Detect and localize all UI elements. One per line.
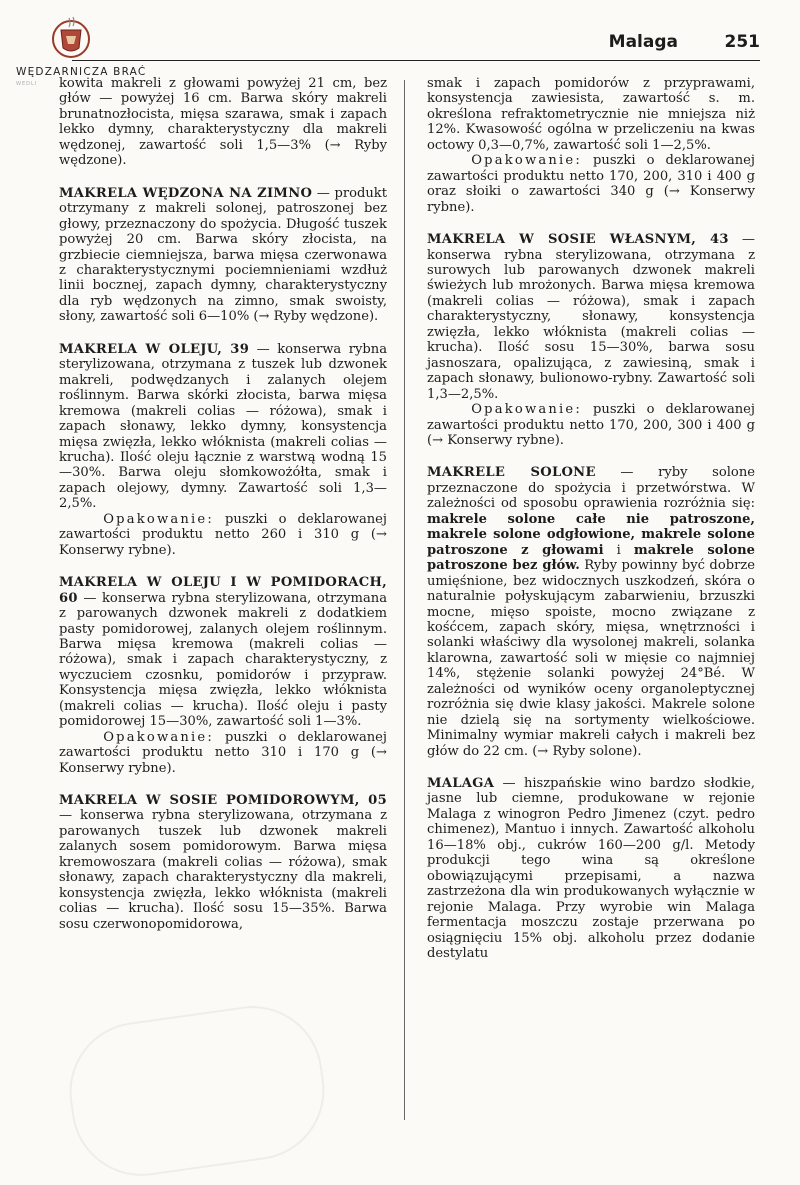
entry-body: — konserwa rybna sterylizowana, otrzymana z surowych lub parowanych dzwonek makreli świeżych lub mrożonych. Barwa mięsa kremowa (makreli colias — różowa), smak i zapach charakterystyczny, słonawy, konsystencja zwięzła, lekko włóknista (makreli colias — krucha). Ilość sosu 15—30%, barwa sosu jasnoszara, opalizująca, z zawiesiną, smak i zapach słonawy, bulionowo-rybny. Zawartość soli 1,3—2,5%. [427,232,755,402]
column-divider [404,80,405,1120]
entry-makrela-w-sosie-pomidorowym [59,793,387,932]
entry-makrela-w-sosie-wlasnym [427,232,755,448]
entry-heading: MAKRELA W OLEJU I W POMIDORACH, 60 [59,575,387,606]
packaging-text: puszki o deklarowanej zawartości produktu netto 260 i 310 g (→ Konserwy rybne). [59,511,387,558]
brand-name: WĘDZARNICZA BRAĆ [16,66,147,78]
entry-body: — produkt otrzymany z makreli solonej, patroszonej bez głowy, przeznaczony do spożycia. Długość tuszek powyżej 20 cm. Barwa skóry złocista, na grzbiecie ciemniejsza, barwa mięsa czerwonawa z charakterystycznymi pociemnieniami wzdłuż linii bocznej, zapach dymny, charakterystyczny dla ryb wędzonych na zimno, smak swoisty, słony, zawartość soli 6—10% (→ Ryby wędzone). [59,185,387,325]
running-title: Malaga [608,32,678,52]
entry-heading: MAKRELA W OLEJU, 39 [59,341,250,357]
packaging-label: Opakowanie: [103,511,214,527]
entry-heading: MAKRELA WĘDZONA NA ZIMNO [59,185,313,201]
packaging-text: puszki o deklarowanej zawartości produktu netto 170, 200, 310 i 400 g oraz słoiki o zawartości 340 g (→ Konserwy rybne). [427,153,755,215]
entry-body: — konserwa rybna sterylizowana, otrzymana z parowanych tuszek lub dzwonek makreli zalanych sosem pomidorowym. Barwa mięsa kremowoszara (makreli colias — różowa), smak słonawy, zapach charakterystyczny dla makreli, konsystencja zwięzła, lekko włóknista (makreli colias — krucha). Ilość sosu 15—35%. Barwa sosu czerwonopomidorowa, [59,808,387,932]
left-column [59,76,387,932]
packaging-label: Opakowanie: [471,153,582,169]
entry-makrele-solone: MAKRELE SOLONE — ryby solone przeznaczone do spożycia i przetwórstwa. W zależności od sposobu oprawienia rozróżnia się: makrele solone całe nie patroszone, makrele solone odgłowione, makrele solone patroszone z głowami i makrele solone patroszone bez głów. Ryby powinny być dobrze umięśnione, bez widocznych uszkodzeń, skóra o naturalnie połyskującym zabarwieniu, brzuszki mocne, mięso spoiste, mocno związane z kośćcem, zapach skóry, mięsa, wnętrzności i solanki właściwy dla wysolonej makreli, solanka klarowna, zawartość soli w mięsie co najmniej 14%, stężenie solanki powyżej 24°Bé. W zależności od wyników oceny organoleptycznej rozróżnia się dwie klasy jakości. Makrele solone nie dzielą się na sortymenty wielkościowe. Minimalny wymiar makreli całych i makreli bez głów do 22 cm. (→ Ryby solone). [427,465,755,759]
page-number: 251 [724,32,760,52]
entry-bold-terms: makrele solone całe nie patroszone, makrele solone odgłowione, makrele solone patroszone z głowami [427,511,755,558]
entry-body: — konserwa rybna sterylizowana, otrzymana z tuszek lub dzwonek makreli, podwędzanych i zalanych olejem roślinnym. Barwa skórki złocista, barwa mięsa kremowa (makreli colias — różowa), smak i zapach słonawy, lekko dymny, konsystencja mięsa zwięzła, lekko włóknista (makreli colias — krucha). Ilość oleju łącznie z warstwą wodną 15—30%. Barwa oleju słomkowożółta, smak i zapach olejowy, dymny. Zawartość soli 1,3—2,5%. [59,341,387,512]
packaging-text: puszki o deklarowanej zawartości produktu netto 310 i 170 g (→ Konserwy rybne). [59,729,387,776]
entry-body: — ryby solone przeznaczone do spożycia i przetwórstwa. W zależności od sposobu oprawienia rozróżnia się: [427,465,755,512]
packaging-text: puszki o deklarowanej zawartości produktu netto 170, 200, 300 i 400 g (→ Konserwy rybne). [427,402,755,448]
packaging-label: Opakowanie: [471,402,582,418]
entry-bold-terms: makrele solone patroszone bez głów. [427,542,755,574]
right-column [427,76,755,961]
page-header [72,26,760,61]
entry-heading: MAKRELA W SOSIE POMIDOROWYM, 05 [59,793,387,809]
continued-paragraph: kowita makreli z głowami powyżej 21 cm, bez głów — powyżej 16 cm. Barwa skóry makreli brunatnozłocista, mięsa szarawa, smak i zapach lekko dymny, charakterystyczny dla makreli wędzonej, zawartość soli 1,5—3% (→ Ryby wędzone). [59,76,387,169]
entry-heading: MAKRELA W SOSIE WŁASNYM, 43 [427,232,729,248]
faint-stamp [61,997,334,1185]
entry-makrela-w-oleju-i-w-pomidorach [59,575,387,776]
packaging-label: Opakowanie: [103,729,214,745]
entry-body: Ryby powinny być dobrze umięśnione, bez widocznych uszkodzeń, skóra o naturalnie połyskującym zabarwieniu, brzuszki mocne, mięso spoiste, mocno związane z kośćcem, zapach skóry, mięsa, wnętrzności i solanki właściwy dla wysolonej makreli, solanka klarowna, zawartość soli w mięsie co najmniej 14%, stężenie solanki powyżej 24°Bé. W zależności od wyników oceny organoleptycznej rozróżnia się dwie klasy jakości. Makrele solone nie dzielą się na sortymenty wielkościowe. Minimalny wymiar makreli całych i makreli bez głów do 22 cm. (→ Ryby solone). [427,558,755,759]
entry-makrela-wedzona-na-zimno [59,186,387,325]
entry-body: — hiszpańskie wino bardzo słodkie, jasne lub ciemne, produkowane w rejonie Malaga z winogron Pedro Jimenez (czyt. pedro chimenez), Mantuo i innych. Zawartość alkoholu 16—18% obj., cukrów 160—200 g/l. Metody produkcji tego wina są określone obowiązującymi przepisami, a nazwa zastrzeżona dla win produkowanych wyłącznie w rejonie Malaga. Przy wyrobie win Malaga fermentacja moszczu zostaje przerwana po osiągnięciu 15% obj. alkoholu przez dodanie destylatu [427,776,755,962]
continued-paragraph: smak i zapach pomidorów z przyprawami, konsystencja zawiesista, zawartość s. m. określona refraktometrycznie nie mniejsza niż 12%. Kwasowość ogólna w przeliczeniu na kwas octowy 0,3—0,7%, zawartość soli 1—2,5%. Opakowanie: puszki o deklarowanej zawartości produktu netto 170, 200, 310 i 400 g oraz słoiki o zawartości 340 g (→ Konserwy rybne). [427,76,755,215]
entry-heading: MAKRELE SOLONE [427,465,596,481]
entry-makrela-w-oleju [59,342,387,558]
entry-heading: MALAGA [427,776,495,792]
entry-malaga [427,776,755,961]
entry-body: — konserwa rybna sterylizowana, otrzymana z parowanych dzwonek makreli z dodatkiem pasty pomidorowej, zalanych olejem roślinnym. Barwa mięsa kremowa (makreli colias — różowa), smak i zapach charakterystyczny, z wyczuciem czosnku, pomidorów i przypraw. Konsystencja mięsa zwięzła, lekko włóknista (makreli colias — krucha). Ilość oleju i pasty pomidorowej 15—30%, zawartość soli 1—3%. [59,590,387,730]
brand-subtitle: WEDLI [16,81,38,87]
